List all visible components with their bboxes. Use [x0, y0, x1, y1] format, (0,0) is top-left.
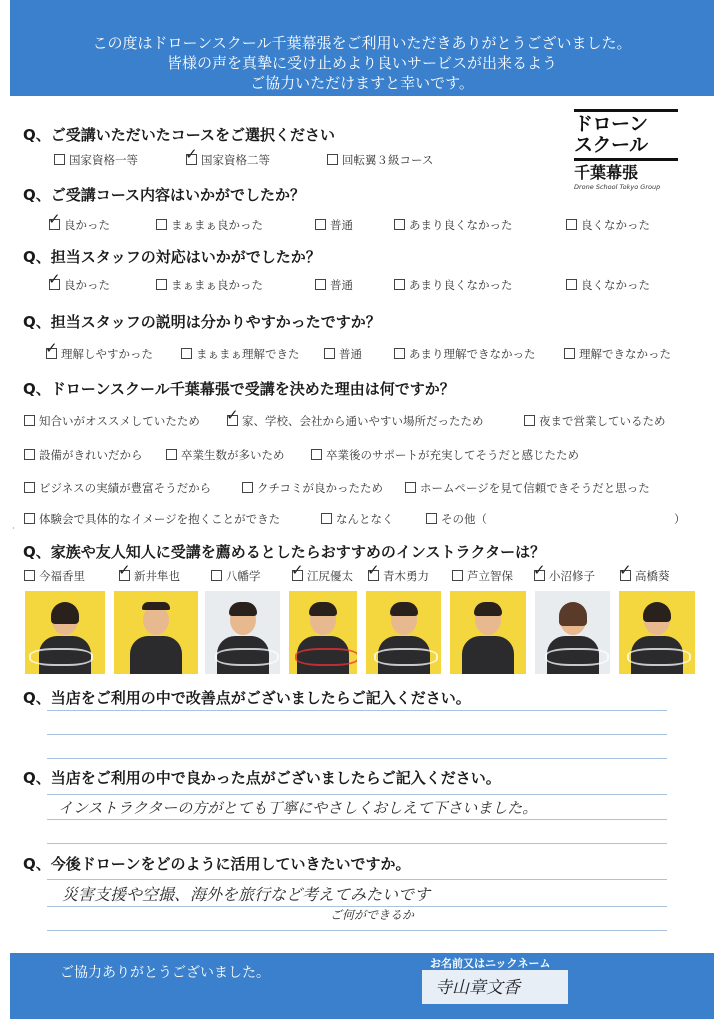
checkbox[interactable] — [156, 279, 167, 290]
checkbox[interactable] — [327, 154, 338, 165]
q4-option[interactable]: あまり理解できなかった — [394, 346, 536, 362]
checkbox[interactable] — [24, 482, 35, 493]
answer-line — [47, 710, 667, 711]
q6-question: Q、家族や友人知人に受講を薦めるとしたらおすすめのインストラクターは？ — [23, 543, 546, 561]
check-mark-icon: ✓ — [619, 561, 632, 579]
instructor-option[interactable]: ✓ 江尻優太 — [291, 561, 353, 583]
checkbox[interactable] — [524, 415, 535, 426]
checkbox[interactable] — [324, 348, 335, 359]
check-mark-icon: ✓ — [45, 339, 58, 357]
answer-line — [47, 843, 667, 844]
q9-answer-line-2[interactable]: ご何ができるか — [330, 908, 415, 922]
q5-option[interactable]: ✓ 家、学校、会社から通いやすい場所だったため — [226, 406, 484, 428]
q2-option[interactable]: 良くなかった — [566, 217, 650, 233]
drone-image — [374, 648, 438, 666]
checkbox[interactable] — [45, 339, 58, 359]
checkbox[interactable] — [226, 406, 239, 426]
instructor-photo — [114, 591, 198, 674]
q7-question: Q、当店をご利用の中で改善点がございましたらご記入ください。 — [23, 689, 471, 707]
person-figure — [130, 602, 182, 674]
header-banner — [10, 0, 714, 96]
q5-option[interactable]: クチコミが良かったため — [242, 480, 383, 496]
check-mark-icon: ✓ — [118, 561, 131, 579]
q3-option[interactable]: 良くなかった — [566, 277, 650, 293]
answer-line — [47, 758, 667, 759]
q5-question: Q、ドローンスクール千葉幕張で受講を決めた理由は何ですか？ — [23, 380, 455, 398]
school-logo — [574, 107, 678, 207]
check-mark-icon: ✓ — [226, 406, 239, 424]
q1-option[interactable]: ✓ 国家資格二等 — [185, 145, 270, 167]
instructor-option[interactable]: ✓ 小沼修子 — [533, 561, 595, 583]
checkbox[interactable] — [564, 348, 575, 359]
instructor-photo — [366, 591, 441, 674]
checkbox[interactable] — [242, 482, 253, 493]
answer-line — [47, 734, 667, 735]
q5-option[interactable]: 卒業生数が多いため — [166, 447, 285, 463]
checkbox[interactable] — [394, 348, 405, 359]
checkbox[interactable] — [426, 513, 437, 524]
instructor-option[interactable]: 芦立智保 — [452, 568, 513, 584]
q3-option[interactable]: あまり良くなかった — [394, 277, 513, 293]
q5-options-row-3 — [24, 480, 714, 496]
instructor-option[interactable]: ✓ 新井隼也 — [118, 561, 180, 583]
q9-answer-line-1[interactable]: 災害支援や空撮、海外を旅行など考えてみたいです — [62, 885, 431, 904]
q2-option[interactable]: ✓ 良かった — [48, 210, 110, 232]
q6-instructor-options — [24, 561, 714, 584]
name-value: 寺山章文香 — [435, 978, 520, 998]
check-mark-icon: ✓ — [48, 210, 61, 228]
answer-line — [47, 879, 667, 880]
checkbox[interactable] — [211, 570, 222, 581]
instructor-photo — [619, 591, 695, 674]
checkbox[interactable] — [394, 219, 405, 230]
q2-option[interactable]: まぁまぁ良かった — [156, 217, 263, 233]
check-mark-icon: ✓ — [185, 145, 198, 163]
checkbox[interactable] — [48, 270, 61, 290]
q3-options — [24, 270, 704, 293]
drone-image — [627, 648, 691, 666]
q5-option[interactable]: 卒業後のサポートが充実してそうだと感じたため — [311, 447, 579, 463]
checkbox[interactable] — [24, 513, 35, 524]
instructor-photo — [450, 591, 526, 674]
drone-image — [215, 648, 279, 666]
logo-line-1: ドローン — [574, 113, 648, 135]
q5-other-close: ） — [674, 512, 686, 526]
checkbox[interactable] — [291, 561, 304, 581]
checkbox[interactable] — [185, 145, 198, 165]
header-line-1: この度はドローンスクール千葉幕張をご利用いただきありがとうございました。 — [92, 34, 632, 52]
person-figure — [462, 602, 514, 674]
check-mark-icon: ✓ — [291, 561, 304, 579]
q2-question: Q、ご受講コース内容はいかがでしたか？ — [23, 186, 306, 204]
checkbox[interactable] — [48, 210, 61, 230]
logo-line-3: 千葉幕張 — [574, 163, 639, 182]
checkbox[interactable] — [619, 561, 632, 581]
checkbox[interactable] — [452, 570, 463, 581]
checkbox[interactable] — [394, 279, 405, 290]
instructor-photo — [535, 591, 610, 674]
q1-option[interactable]: 国家資格一等 — [54, 152, 138, 168]
logo-line-2: スクール — [574, 134, 648, 156]
checkbox[interactable] — [321, 513, 332, 524]
drone-image — [545, 648, 609, 666]
q5-options-row-4 — [24, 511, 714, 527]
q5-option[interactable]: 体験会で具体的なイメージを抱くことができた — [24, 511, 280, 527]
q1-question: Q、ご受講いただいたコースをご選択ください — [23, 126, 336, 144]
answer-line — [47, 794, 667, 795]
stray-mark: · — [12, 524, 15, 533]
q1-option[interactable]: 回転翼３級コース — [327, 152, 433, 168]
answer-line — [47, 930, 667, 931]
checkbox[interactable] — [566, 219, 577, 230]
checkbox[interactable] — [54, 154, 65, 165]
q3-option[interactable]: ✓ 良かった — [48, 270, 110, 292]
q4-options — [24, 339, 704, 362]
instructor-option[interactable]: ✓ 青木勇力 — [367, 561, 429, 583]
q3-option[interactable]: まぁまぁ良かった — [156, 277, 263, 293]
checkbox[interactable] — [24, 415, 35, 426]
instructor-option[interactable]: 八幡学 — [211, 568, 261, 584]
q5-option[interactable]: 設備がきれいだから — [24, 447, 143, 463]
q5-options-row-2 — [24, 447, 714, 463]
checkbox[interactable] — [533, 561, 546, 581]
q4-option[interactable]: 普通 — [324, 346, 362, 362]
answer-line — [47, 819, 667, 820]
checkbox[interactable] — [315, 279, 326, 290]
footer-banner — [10, 953, 714, 1019]
checkbox[interactable] — [566, 279, 577, 290]
checkbox[interactable] — [367, 561, 380, 581]
checkbox[interactable] — [405, 482, 416, 493]
q3-question: Q、担当スタッフの対応はいかがでしたか？ — [23, 248, 321, 266]
check-mark-icon: ✓ — [48, 270, 61, 288]
q1-options — [24, 145, 544, 168]
q2-option[interactable]: 普通 — [315, 217, 353, 233]
q5-option[interactable]: なんとなく — [321, 511, 394, 527]
instructor-option[interactable]: ✓ 高橋葵 — [619, 561, 670, 583]
checkbox[interactable] — [311, 449, 322, 460]
q5-option[interactable]: ホームページを見て信頼できそうだと思った — [405, 480, 650, 496]
q5-option[interactable]: 知合いがオススメしていたため — [24, 413, 200, 429]
checkbox[interactable] — [315, 219, 326, 230]
q2-options — [24, 210, 704, 233]
check-mark-icon: ✓ — [367, 561, 380, 579]
name-label: お名前又はニックネーム — [430, 957, 551, 970]
header-line-3: ご協力いただけますと幸いです。 — [250, 74, 474, 92]
q5-option[interactable]: 夜まで営業しているため — [524, 413, 666, 429]
q8-answer[interactable]: インストラクターの方がとても丁寧にやさしくおしえて下さいました。 — [58, 799, 538, 817]
instructor-photo — [205, 591, 280, 674]
drone-image — [295, 648, 357, 666]
checkbox[interactable] — [24, 570, 35, 581]
checkbox[interactable] — [166, 449, 177, 460]
logo-line-4: Drone School Tokyo Group — [574, 183, 661, 191]
logo-top-bar — [574, 109, 678, 112]
q9-question: Q、今後ドローンをどのように活用していきたいですか。 — [23, 855, 411, 873]
footer-thanks: ご協力ありがとうございました。 — [60, 965, 270, 981]
q5-option[interactable]: ビジネスの実績が豊富そうだから — [24, 480, 211, 496]
logo-mid-bar — [574, 158, 678, 161]
checkbox[interactable] — [156, 219, 167, 230]
checkbox[interactable] — [24, 449, 35, 460]
q2-option[interactable]: あまり良くなかった — [394, 217, 513, 233]
q8-question: Q、当店をご利用の中で良かった点がございましたらご記入ください。 — [23, 769, 501, 787]
q4-option[interactable]: まぁまぁ理解できた — [181, 346, 300, 362]
instructor-option[interactable]: 今福香里 — [24, 568, 85, 584]
checkbox[interactable] — [118, 561, 131, 581]
checkbox[interactable] — [181, 348, 192, 359]
q4-option[interactable]: ✓ 理解しやすかった — [45, 339, 153, 361]
q4-option[interactable]: 理解できなかった — [564, 346, 671, 362]
q5-option-other[interactable]: その他（ — [426, 511, 487, 527]
q4-question: Q、担当スタッフの説明は分かりやすかったですか？ — [23, 313, 381, 331]
instructor-photo — [25, 591, 105, 674]
header-line-2: 皆様の声を真摯に受け止めより良いサービスが出来るよう — [166, 54, 557, 72]
instructor-photo — [289, 591, 357, 674]
check-mark-icon: ✓ — [533, 561, 546, 579]
q3-option[interactable]: 普通 — [315, 277, 353, 293]
q5-options-row-1 — [24, 406, 714, 429]
drone-image — [29, 648, 93, 666]
